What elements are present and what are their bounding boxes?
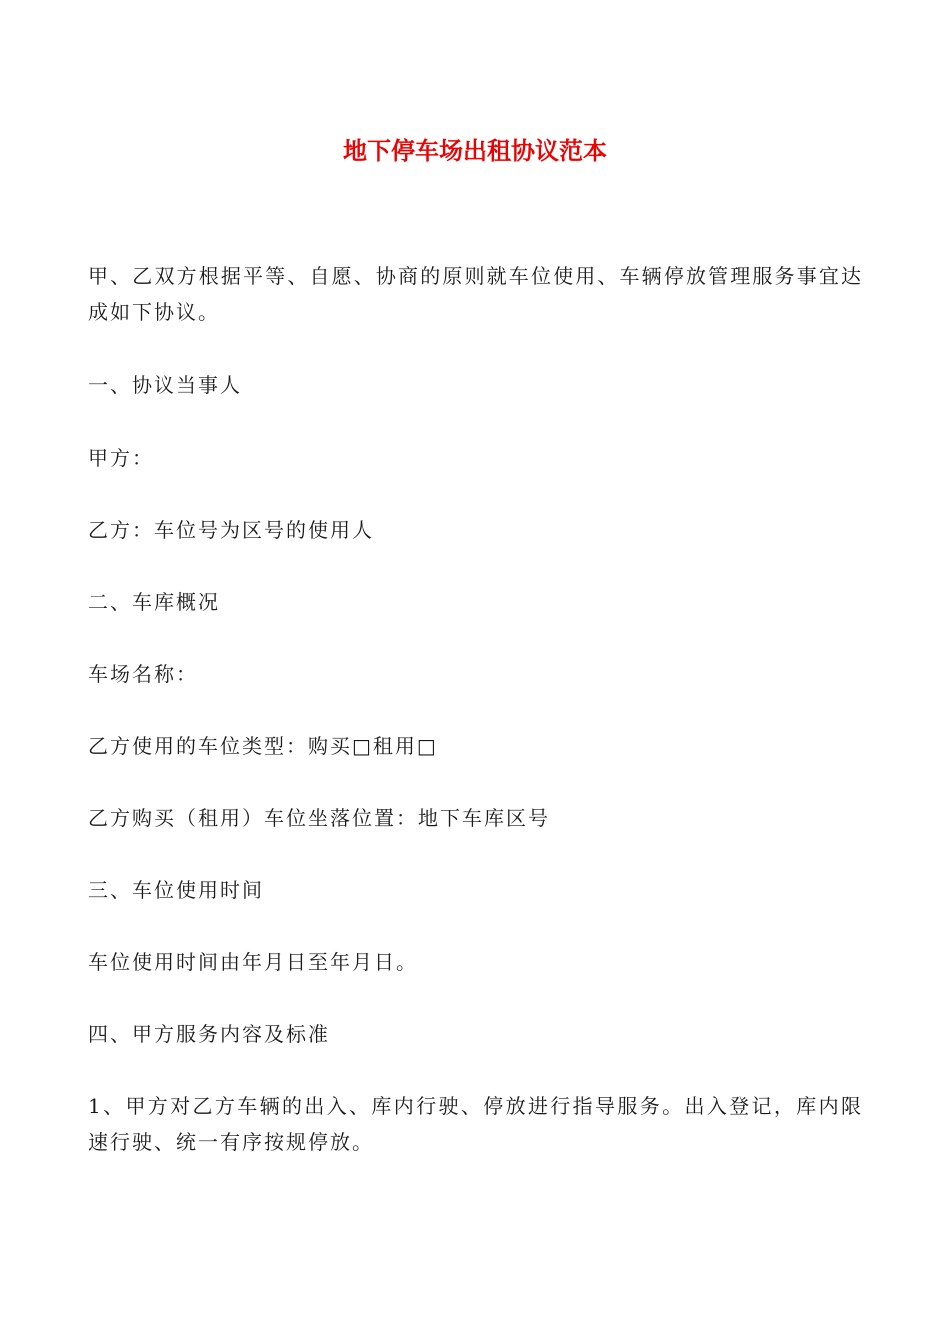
document-title: 地下停车场出租协议范本: [343, 137, 607, 165]
paragraph-party-b: 乙方：车位号为区号的使用人: [88, 518, 374, 542]
paragraph-service-item-1: 1、甲方对乙方车辆的出入、库内行驶、停放进行指导服务。出入登记，库内限速行驶、统一有序按规停放。: [88, 1094, 863, 1154]
section-heading-garage: 二、车库概况: [88, 590, 220, 614]
section-heading-parties: 一、协议当事人: [88, 373, 242, 397]
section-heading-usage-time: 三、车位使用时间: [88, 878, 264, 902]
paragraph-space-location: 乙方购买（租用）车位坐落位置：地下车库区号: [88, 806, 550, 830]
paragraph-usage-period: 车位使用时间由年月日至年月日。: [88, 950, 418, 974]
paragraph-space-type: 乙方使用的车位类型：购买□租用□: [88, 734, 438, 758]
paragraph-party-a: 甲方：: [88, 446, 154, 470]
paragraph-lot-name: 车场名称：: [88, 662, 198, 686]
paragraph-intro: 甲、乙双方根据平等、自愿、协商的原则就车位使用、车辆停放管理服务事宜达成如下协议。: [88, 264, 863, 324]
section-heading-services: 四、甲方服务内容及标准: [88, 1022, 330, 1046]
